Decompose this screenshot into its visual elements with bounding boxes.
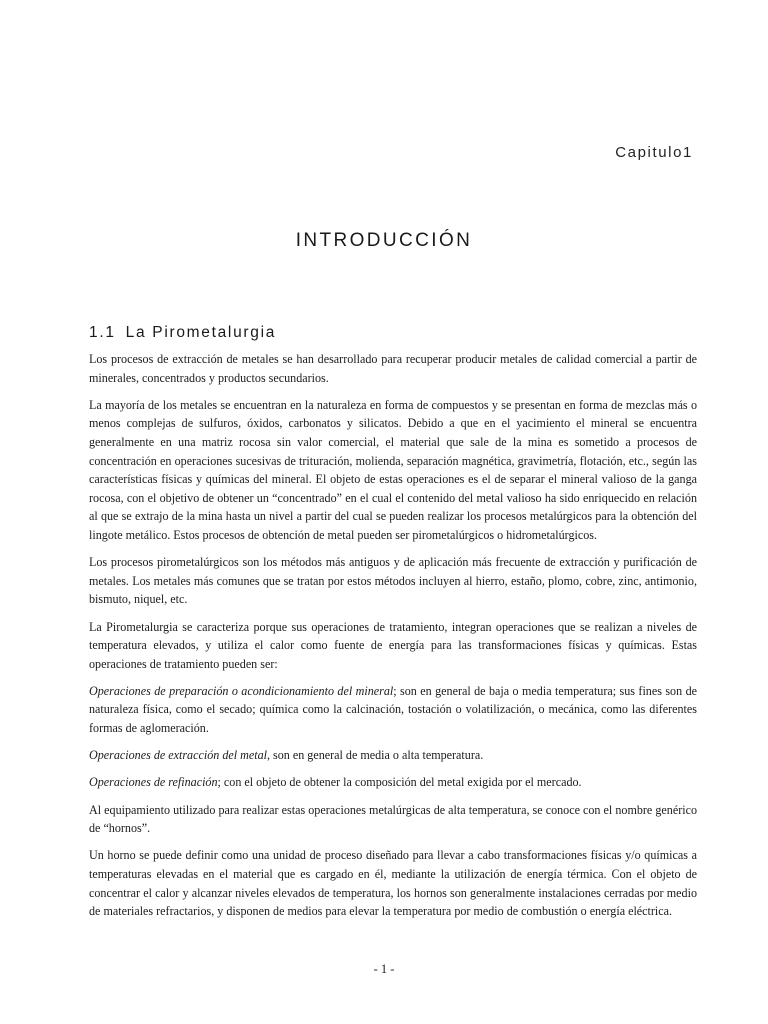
- operation-item: [89, 682, 697, 738]
- operation-item: [89, 773, 697, 792]
- section-number: 1.1: [89, 324, 116, 341]
- paragraph: Al equipamiento utilizado para realizar estas operaciones metalúrgicas de alta temperatura, se conoce con el nombre genérico de “hornos”.: [89, 802, 697, 836]
- operation-term: Operaciones de extracción del metal: [89, 748, 267, 763]
- section-heading: [89, 324, 276, 342]
- operation-description: ; con el objeto de obtener la composición del metal exigida por el mercado.: [217, 775, 582, 790]
- paragraph: La mayoría de los metales se encuentran en la naturaleza en forma de compuestos y se presentan en forma de mezclas más o menos complejas de sulfuros, óxidos, carbonatos y silicatos. Debido a que en el yacimiento el mineral se encuentra generalmente en una matriz rocosa sin valor comercial, el material que sale de la mina es sometido a procesos de concentración en operaciones sucesivas de trituración, molienda, separación magnética, gravimetría, flotación, etc., según las características físicas y químicas del mineral. El objeto de estas operaciones es el de separar el mineral valioso de la ganga rocosa, con el objetivo de obtener un “concentrado” en el cual el contenido del metal valioso ha sido enriquecido en relación al que se extrajo de la mina hasta un nivel a partir del cual se pueden realizar los procesos metalúrgicos para la obtención del lingote metálico. Estos procesos de obtención de metal pueden ser pirometalúrgicos o hidrometalúrgicos.: [89, 397, 697, 542]
- paragraph: La Pirometalurgia se caracteriza porque sus operaciones de tratamiento, integran operaciones que se realizan a niveles de temperatura elevados, y utiliza el calor como fuente de energía para las transformaciones físicas y químicas. Estas operaciones de tratamiento pueden ser:: [89, 619, 697, 671]
- paragraph: Los procesos pirometalúrgicos son los métodos más antiguos y de aplicación más frecuente de extracción y purificación de metales. Los metales más comunes que se tratan por estos métodos incluyen al hierro, estaño, plomo, cobre, zinc, antimonio, bismuto, niquel, etc.: [89, 555, 697, 607]
- page-number: - 1 -: [373, 962, 395, 976]
- paragraph: Los procesos de extracción de metales se han desarrollado para recuperar producir metales de calidad comercial a partir de minerales, concentrados y productos secundarios.: [89, 352, 697, 385]
- operation-term: Operaciones de preparación o acondicionamiento del mineral: [89, 683, 394, 698]
- body-text: [89, 350, 697, 929]
- page-title: INTRODUCCIÓN: [295, 230, 473, 251]
- operation-description: , son en general de media o alta temperatura.: [267, 748, 484, 763]
- paragraph: Un horno se puede definir como una unidad de proceso diseñado para llevar a cabo transformaciones físicas y/o químicas a temperaturas elevadas en el material que es cargado en él, mediante la utilización de energía térmica. Con el objeto de concentrar el calor y alcanzar niveles elevados de temperatura, los hornos son generalmente instalaciones cerradas por medio de materiales refractarios, y disponen de medios para elevar la temperatura por medio de combustión o energía eléctrica.: [89, 848, 697, 919]
- operation-item: [89, 746, 697, 765]
- operation-term: Operaciones de refinación: [89, 775, 218, 790]
- operation-description: ; son en general de baja o media temperatura; sus fines son de naturaleza física, como el secado; química como la calcinación, tostación o volatilización, o mecánica, como las diferentes formas de aglomeración.: [89, 683, 697, 736]
- chapter-label: Capitulo1: [615, 144, 693, 161]
- section-title: La Pirometalurgia: [125, 324, 277, 341]
